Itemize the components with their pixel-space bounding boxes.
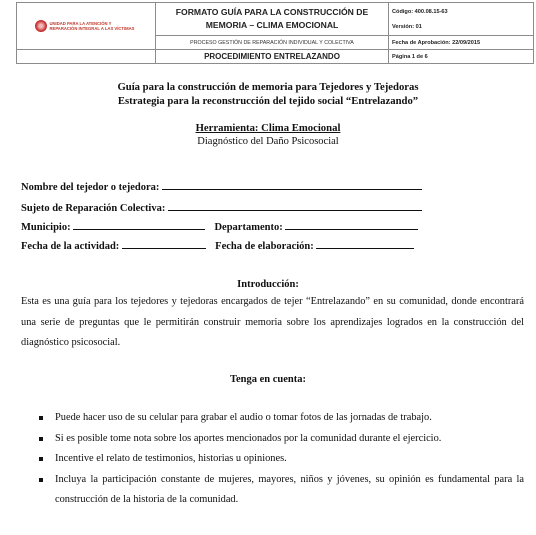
- subject-label: Sujeto de Reparación Colectiva:: [21, 203, 166, 214]
- approval-cell: [389, 36, 534, 50]
- intro-paragraph: Esta es una guía para los tejedores y tejedoras encargados de tejer “Entrelazando” en su comunidad, donde encontrará una serie de preguntas que le permitirán construir memoria sobre los aprendizajes logrados en la construcción del diagnóstico psicosocial.: [21, 296, 524, 348]
- tool-subtitle: Diagnóstico del Daño Psicosocial: [197, 136, 339, 147]
- list-item: Puede hacer uso de su celular para grabar el audio o tomar fotos de las jornadas de trabajo.: [36, 408, 524, 429]
- subject-blank: [168, 201, 422, 211]
- list-item: Si es posible tome nota sobre los aportes mencionados por la comunidad durante el ejercicio.: [36, 429, 524, 450]
- list-item: Incluya la participación constante de mujeres, mayores, niños y jóvenes, su opinión es fundamental para la construcción de la historia de la comunidad.: [36, 470, 524, 511]
- dates-field: [21, 239, 414, 252]
- empty-cell: [17, 50, 156, 64]
- list-item: Incentive el relato de testimonios, historias u opiniones.: [36, 449, 524, 470]
- municipality-field: [21, 220, 418, 233]
- page-number: Página 1 de 6: [392, 53, 428, 60]
- activity-date-blank: [122, 239, 206, 249]
- activity-date-label: Fecha de la actividad:: [21, 241, 120, 252]
- municipality-blank: [73, 220, 205, 230]
- elaboration-date-blank: [316, 239, 414, 249]
- procedure-cell: [156, 50, 389, 64]
- consider-heading: Tenga en cuenta:: [229, 374, 307, 385]
- weaver-name-label: Nombre del tejedor o tejedora:: [21, 182, 160, 193]
- department-label: Departamento:: [214, 222, 283, 233]
- code-cell: [389, 3, 534, 36]
- document-header-table: [16, 2, 534, 64]
- procedure-name: PROCEDIMIENTO ENTRELAZANDO: [204, 52, 340, 61]
- process-name: PROCESO GESTIÓN DE REPARACIÓN INDIVIDUAL Y COLECTIVA: [190, 39, 354, 46]
- elaboration-date-label: Fecha de elaboración:: [215, 241, 314, 252]
- colombia-seal-icon: [35, 20, 47, 32]
- tool-heading: Herramienta: Clima Emocional: [195, 122, 341, 134]
- document-code: Código: 400.08.15-63: [392, 8, 448, 15]
- guide-title-line-1: Guía para la construcción de memoria para Tejedores y Tejedoras: [117, 81, 419, 93]
- logo-cell: [17, 3, 156, 50]
- unidad-victimas-logo: [17, 3, 155, 49]
- page-cell: [389, 50, 534, 64]
- consider-list: [36, 408, 524, 511]
- department-blank: [285, 220, 418, 230]
- municipality-label: Municipio:: [21, 222, 71, 233]
- document-version: Versión: 01: [392, 23, 422, 30]
- weaver-name-blank: [162, 180, 422, 190]
- intro-heading: Introducción:: [237, 279, 299, 290]
- process-cell: [156, 36, 389, 50]
- format-title-cell: [156, 3, 389, 36]
- weaver-name-field: [21, 180, 422, 193]
- guide-title-line-2: Estrategia para la reconstrucción del tejido social “Entrelazando”: [117, 95, 419, 107]
- logo-text: UNIDAD PARA LA ATENCIÓN Y REPARACIÓN INTEGRAL A LAS VÍCTIMAS: [49, 20, 135, 31]
- approval-date: Fecha de Aprobación: 22/09/2015: [392, 39, 481, 46]
- format-title: FORMATO GUÍA PARA LA CONSTRUCCIÓN DE MEMORIA – CLIMA EMOCIONAL: [175, 7, 369, 30]
- subject-field: [21, 201, 422, 214]
